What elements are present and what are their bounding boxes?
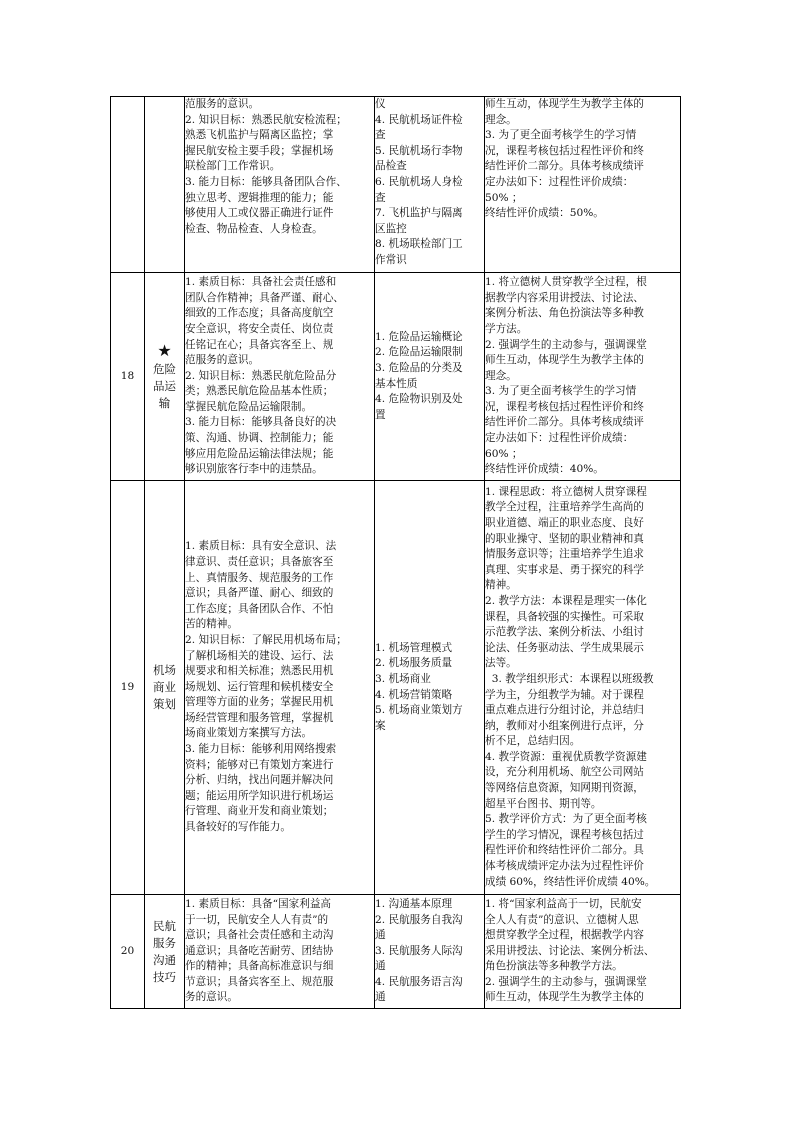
method-line: 设，充分利用机场、航空公司网站 bbox=[485, 766, 644, 779]
table-row bbox=[111, 97, 681, 273]
goal-line: 安全意识，将安全责任、岗位责 bbox=[185, 322, 334, 335]
method-line: 理念。 bbox=[485, 113, 517, 126]
content-line: 1. 沟通基本原理 bbox=[375, 897, 453, 910]
method-line: 理念。 bbox=[485, 369, 517, 382]
method-line: 真理、实事求是、勇于探究的科学 bbox=[485, 563, 644, 576]
course-name: 危险 品运 输 bbox=[153, 362, 176, 410]
goal-line: 掌握民航危险品运输限制。 bbox=[185, 400, 313, 413]
content-line: 通 bbox=[375, 960, 386, 973]
method-line: 成绩 60%，终结性评价成绩 40%。 bbox=[485, 875, 656, 888]
method-line: 2. 教学方法：本课程是理实一体化 bbox=[485, 594, 647, 607]
goal-line: 2. 知识目标：了解民用机场布局； bbox=[185, 633, 347, 646]
goal-line: 上、真情服务、规范服务的工作 bbox=[185, 571, 334, 584]
goal-line: 检查、物品检查、人身检查。 bbox=[185, 222, 323, 235]
method-line: 重点难点进行分组讨论，并总结归 bbox=[485, 704, 644, 717]
curriculum-table bbox=[110, 96, 681, 1009]
goal-line: 类；熟悉民航危险品基本性质； bbox=[185, 385, 334, 398]
course-name-cell bbox=[145, 273, 185, 481]
method-line: 法等。 bbox=[485, 657, 517, 670]
method-line: 体考核成绩评定办法为过程性评价 bbox=[485, 860, 644, 873]
goal-line: 1. 素质目标：具备社会责任感和 bbox=[185, 276, 337, 289]
method-line: 1. 课程思政：将立德树人贯穿课程 bbox=[485, 485, 647, 498]
course-name-cell bbox=[145, 895, 185, 1009]
teaching-methods-cell bbox=[485, 481, 681, 895]
goal-line: 资料；能够对已有策划方案进行 bbox=[185, 758, 334, 771]
method-line: 4. 教学资源：重视优质教学资源建 bbox=[485, 750, 647, 763]
content-line: 4. 民航服务语言沟 bbox=[375, 975, 463, 988]
method-line: 论法、任务驱动法、学生成果展示 bbox=[485, 641, 644, 654]
goal-line: 握民航安检主要手段；掌握机场 bbox=[185, 144, 334, 157]
method-line: 示范教学法、案例分析法、小组讨 bbox=[485, 626, 644, 639]
content-line: 1. 机场管理模式 bbox=[375, 641, 453, 654]
goal-line: 1. 素质目标：具备“国家利益高 bbox=[185, 897, 332, 910]
content-line: 仪 bbox=[375, 98, 386, 110]
method-line: 超星平台图书、期刊等。 bbox=[485, 797, 602, 810]
content-line: 2. 民航服务自我沟 bbox=[375, 913, 463, 926]
content-line: 案 bbox=[375, 719, 386, 732]
goal-line: 具备较好的写作能力。 bbox=[185, 821, 291, 834]
content-line: 5. 民航机场行李物 bbox=[375, 144, 463, 157]
content-line: 2. 危险品运输限制 bbox=[375, 346, 463, 359]
goal-line: 1. 素质目标：具有安全意识、法 bbox=[185, 540, 337, 553]
content-line: 4. 危险物识别及处 bbox=[375, 393, 463, 406]
course-goals-cell bbox=[185, 481, 375, 895]
goal-line: 2. 知识目标：熟悉民航危险品分 bbox=[185, 369, 337, 382]
method-line: 3. 为了更全面考核学生的学习情 bbox=[485, 385, 637, 398]
table-row bbox=[111, 895, 681, 1009]
course-content-cell bbox=[375, 895, 485, 1009]
goal-line: 3. 能力目标：能够具备团队合作、 bbox=[185, 175, 347, 188]
method-line: 终结性评价成绩：50%。 bbox=[485, 207, 604, 220]
goal-line: 团队合作精神；具备严谨、耐心、 bbox=[185, 291, 344, 304]
content-line: 1. 危险品运输概论 bbox=[375, 330, 463, 343]
method-line: 结性评价二部分。具体考核成绩评 bbox=[485, 160, 644, 173]
content-line: 8. 机场联检部门工 bbox=[375, 238, 463, 251]
method-line: 5. 教学评价方式：为了更全面考核 bbox=[485, 813, 647, 826]
goal-line: 于一切，民航安全人人有责”的 bbox=[185, 913, 329, 926]
course-content-cell bbox=[375, 481, 485, 895]
goal-line: 熟悉飞机监护与隔离区监控；掌 bbox=[185, 129, 334, 142]
method-line: 学方法。 bbox=[485, 322, 528, 335]
goal-line: 规要求和相关标准；熟悉民用机 bbox=[185, 665, 334, 678]
method-line: 60% ； bbox=[485, 447, 523, 460]
course-number-cell: 19 bbox=[111, 481, 145, 895]
goal-line: 策、沟通、协调、控制能力；能 bbox=[185, 432, 334, 445]
goal-line: 节意识；具备宾客至上、规范服 bbox=[185, 975, 334, 988]
goal-line: 任铭记在心；具备宾客至上、规 bbox=[185, 338, 334, 351]
goal-line: 独立思考、逻辑推理的能力；能 bbox=[185, 191, 334, 204]
method-line: 精神。 bbox=[485, 579, 517, 592]
method-line: 案例分析法、角色扮演法等多种教 bbox=[485, 307, 644, 320]
method-line: 2. 强调学生的主动参与，强调课堂 bbox=[485, 975, 647, 988]
method-line: 1. 将“国家利益高于一切，民航安 bbox=[485, 897, 642, 910]
course-content-cell bbox=[375, 273, 485, 481]
star-icon: ★ bbox=[157, 341, 172, 360]
method-line: 师生互动，体现学生为教学主体的 bbox=[485, 98, 644, 110]
method-line: 课程，具备较强的实操性。可采取 bbox=[485, 610, 644, 623]
content-line: 基本性质 bbox=[375, 377, 418, 390]
course-name-cell bbox=[145, 481, 185, 895]
method-line: 采用讲授法、讨论法、案例分析法、 bbox=[485, 944, 655, 957]
content-line: 5. 机场商业策划方 bbox=[375, 704, 463, 717]
method-line: 学为主，分组教学为辅。对于课程 bbox=[485, 688, 644, 701]
method-line: 2. 强调学生的主动参与，强调课堂 bbox=[485, 338, 647, 351]
method-line: 全人人有责”的意识、立德树人思 bbox=[485, 913, 639, 926]
table-row bbox=[111, 481, 681, 895]
goal-line: 场经营管理和服务管理，掌握机 bbox=[185, 711, 334, 724]
goal-line: 3. 能力目标：能够具备良好的决 bbox=[185, 416, 337, 429]
goal-line: 律意识、责任意识；具备旅客至 bbox=[185, 555, 334, 568]
method-line: 教学全过程，注重培养学生高尚的 bbox=[485, 501, 644, 514]
method-line: 50% ； bbox=[485, 191, 523, 204]
goal-line: 细致的工作态度；具备高度航空 bbox=[185, 307, 334, 320]
goal-line: 通意识；具备吃苦耐劳、团结协 bbox=[185, 944, 334, 957]
goal-line: 苦的精神。 bbox=[185, 618, 238, 631]
goal-line: 场商业策划方案撰写方法。 bbox=[185, 727, 313, 740]
goal-line: 行管理、商业开发和商业策划； bbox=[185, 805, 334, 818]
content-line: 品检查 bbox=[375, 160, 407, 173]
method-line: 3. 教学组织形式：本课程以班级教 bbox=[485, 672, 654, 685]
teaching-methods-cell bbox=[485, 97, 681, 273]
method-line: 3. 为了更全面考核学生的学习情 bbox=[485, 129, 637, 142]
goal-line: 联检部门工作常识。 bbox=[185, 160, 281, 173]
content-line: 查 bbox=[375, 191, 386, 204]
goal-line: 范服务的意识。 bbox=[185, 98, 260, 110]
method-line: 结性评价二部分。具体考核成绩评 bbox=[485, 416, 644, 429]
method-line: 定办法如下：过程性评价成绩： bbox=[485, 432, 634, 445]
method-line: 师生互动，体现学生为教学主体的 bbox=[485, 354, 644, 367]
method-line: 1. 将立德树人贯穿教学全过程，根 bbox=[485, 276, 647, 289]
goal-line: 了解机场相关的建设、运行、法 bbox=[185, 649, 334, 662]
course-name: 民航 服务 沟通 技巧 bbox=[153, 918, 176, 984]
course-number-cell: 18 bbox=[111, 273, 145, 481]
content-line: 7. 飞机监护与隔离 bbox=[375, 207, 463, 220]
course-name-cell bbox=[145, 97, 185, 273]
course-number-cell: 20 bbox=[111, 895, 145, 1009]
goal-line: 场规划、运行管理和候机楼安全 bbox=[185, 680, 334, 693]
goal-line: 务的意识。 bbox=[185, 991, 238, 1004]
course-name: 机场 商业 策划 bbox=[153, 663, 176, 711]
method-line: 纳，教师对小组案例进行点评，分 bbox=[485, 719, 644, 732]
content-line: 区监控 bbox=[375, 222, 407, 235]
method-line: 情服务意识等；注重培养学生追求 bbox=[485, 548, 644, 561]
goal-line: 工作态度；具备团队合作、不怕 bbox=[185, 602, 334, 615]
content-line: 3. 危险品的分类及 bbox=[375, 361, 463, 374]
content-line: 3. 民航服务人际沟 bbox=[375, 944, 463, 957]
method-line: 的职业操守、坚韧的职业精神和真 bbox=[485, 532, 644, 545]
content-line: 6. 民航机场人身检 bbox=[375, 175, 463, 188]
method-line: 角色扮演法等多种教学方法。 bbox=[485, 960, 623, 973]
teaching-methods-cell bbox=[485, 895, 681, 1009]
course-content-cell bbox=[375, 97, 485, 273]
goal-line: 3. 能力目标：能够利用网络搜索 bbox=[185, 743, 337, 756]
goal-line: 够应用危险品运输法律法规；能 bbox=[185, 447, 334, 460]
content-line: 置 bbox=[375, 408, 386, 421]
table-row bbox=[111, 273, 681, 481]
goal-line: 意识；具备社会责任感和主动沟 bbox=[185, 929, 334, 942]
course-goals-cell bbox=[185, 273, 375, 481]
goal-line: 题；能运用所学知识进行机场运 bbox=[185, 789, 334, 802]
method-line: 等网络信息资源，知网期刊资源， bbox=[485, 782, 644, 795]
method-line: 想贯穿教学全过程，根据教学内容 bbox=[485, 929, 644, 942]
content-line: 3. 机场商业 bbox=[375, 672, 431, 685]
course-number-cell bbox=[111, 97, 145, 273]
content-line: 2. 机场服务质量 bbox=[375, 657, 453, 670]
content-line: 4. 民航机场证件检 bbox=[375, 113, 463, 126]
goal-line: 够使用人工或仪器正确进行证件 bbox=[185, 207, 334, 220]
teaching-methods-cell bbox=[485, 273, 681, 481]
method-line: 况，课程考核包括过程性评价和终 bbox=[485, 400, 644, 413]
method-line: 析不足，总结归因。 bbox=[485, 735, 581, 748]
method-line: 据教学内容采用讲授法、讨论法、 bbox=[485, 291, 644, 304]
content-line: 作常识 bbox=[375, 253, 407, 266]
course-goals-cell bbox=[185, 895, 375, 1009]
method-line: 定办法如下：过程性评价成绩： bbox=[485, 175, 634, 188]
method-line: 况，课程考核包括过程性评价和终 bbox=[485, 144, 644, 157]
content-line: 查 bbox=[375, 129, 386, 142]
content-line: 通 bbox=[375, 929, 386, 942]
method-line: 职业道德、端正的职业态度、良好 bbox=[485, 516, 644, 529]
goal-line: 意识；具备严谨、耐心、细致的 bbox=[185, 587, 334, 600]
method-line: 终结性评价成绩：40%。 bbox=[485, 463, 604, 476]
goal-line: 管理等方面的业务；掌握民用机 bbox=[185, 696, 334, 709]
method-line: 程性评价和终结性评价二部分。具 bbox=[485, 844, 644, 857]
goal-line: 范服务的意识。 bbox=[185, 354, 260, 367]
goal-line: 作的精神；具备高标准意识与细 bbox=[185, 960, 334, 973]
content-line: 通 bbox=[375, 991, 386, 1004]
method-line: 师生互动，体现学生为教学主体的 bbox=[485, 991, 644, 1004]
goal-line: 2. 知识目标：熟悉民航安检流程； bbox=[185, 113, 347, 126]
method-line: 学生的学习情况，课程考核包括过 bbox=[485, 828, 644, 841]
goal-line: 分析、归纳，找出问题并解决问 bbox=[185, 774, 334, 787]
course-goals-cell bbox=[185, 97, 375, 273]
content-line: 4. 机场营销策略 bbox=[375, 688, 453, 701]
goal-line: 够识别旅客行李中的违禁品。 bbox=[185, 463, 323, 476]
